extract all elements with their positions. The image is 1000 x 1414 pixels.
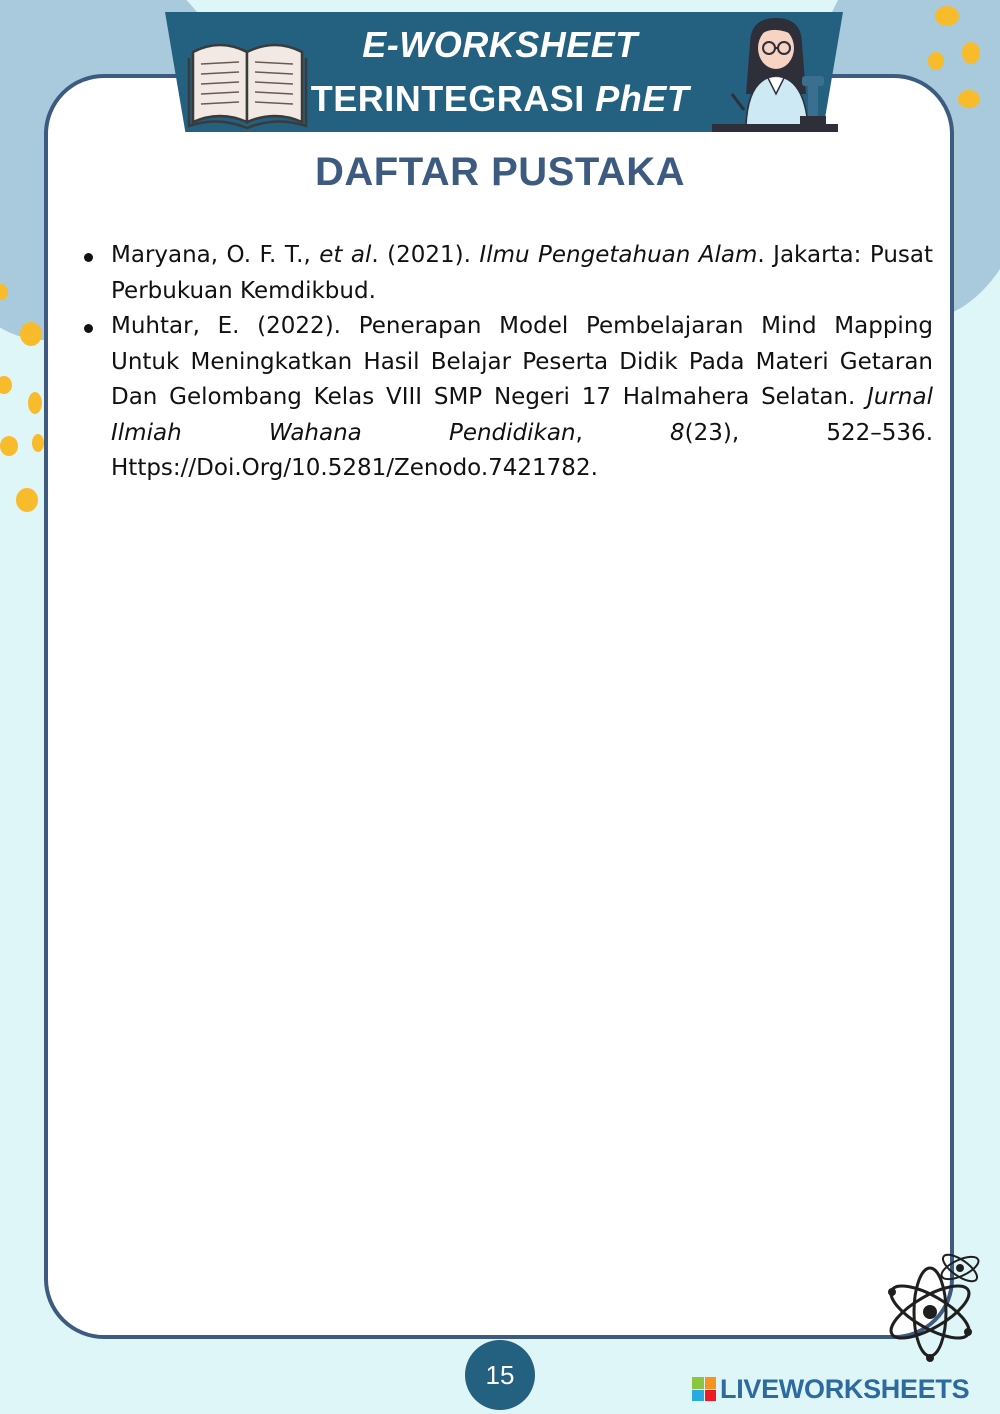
decor-dot — [935, 6, 959, 26]
atom-icon — [880, 1240, 990, 1370]
open-book-icon — [185, 30, 310, 130]
scientist-illustration — [710, 14, 840, 134]
reference-volume: 8 — [670, 419, 685, 446]
banner-title-line2 — [300, 72, 700, 126]
liveworksheets-text: LIVEWORKSHEETS — [720, 1373, 970, 1404]
banner-title — [300, 18, 700, 126]
page-number: 15 — [465, 1340, 535, 1410]
reference-journal: Jurnal Ilmiah Wahana Pendidikan — [111, 384, 933, 446]
decor-dot — [32, 434, 44, 452]
reference-rest: (23), 522–536. Https://Doi.Org/10.5281/Zenodo.7421782. — [111, 419, 934, 481]
banner-title-phet: PhET — [595, 78, 690, 119]
liveworksheets-logo-icon — [692, 1377, 716, 1401]
reference-etal: et al — [319, 242, 372, 268]
reference-title: Ilmu Pengetahuan Alam — [479, 242, 758, 268]
reference-item — [80, 309, 933, 487]
decor-dot — [20, 322, 42, 346]
decor-dot — [16, 488, 38, 512]
reference-authors: Muhtar, E. (2022). Penerapan Model Pembelajaran Mind Mapping Untuk Meningkatkan Hasil Belajar Peserta Didik Pada Materi Getaran Dan Gelombang Kelas VIII SMP Negeri 17 Halmahera Selatan. — [111, 313, 933, 410]
page-title: DAFTAR PUSTAKA — [315, 150, 685, 194]
banner-title-line1: E-WORKSHEET — [362, 24, 638, 65]
reference-year: . (2021). — [371, 242, 480, 268]
decor-dot — [962, 42, 980, 64]
decor-dot — [28, 392, 42, 414]
liveworksheets-brand[interactable] — [692, 1372, 969, 1406]
decor-dot — [958, 90, 980, 108]
banner-title-line2-text: TERINTEGRASI — [310, 78, 585, 119]
reference-list — [80, 238, 933, 487]
decor-dot — [928, 52, 944, 70]
reference-separator: , — [575, 419, 671, 446]
reference-authors: Maryana, O. F. T., — [111, 242, 320, 268]
decor-dot — [0, 376, 12, 394]
reference-rest: . Jakarta: Pusat Perbukuan Kemdikbud. — [111, 242, 933, 304]
decor-dot — [0, 436, 18, 456]
reference-item — [80, 238, 933, 309]
